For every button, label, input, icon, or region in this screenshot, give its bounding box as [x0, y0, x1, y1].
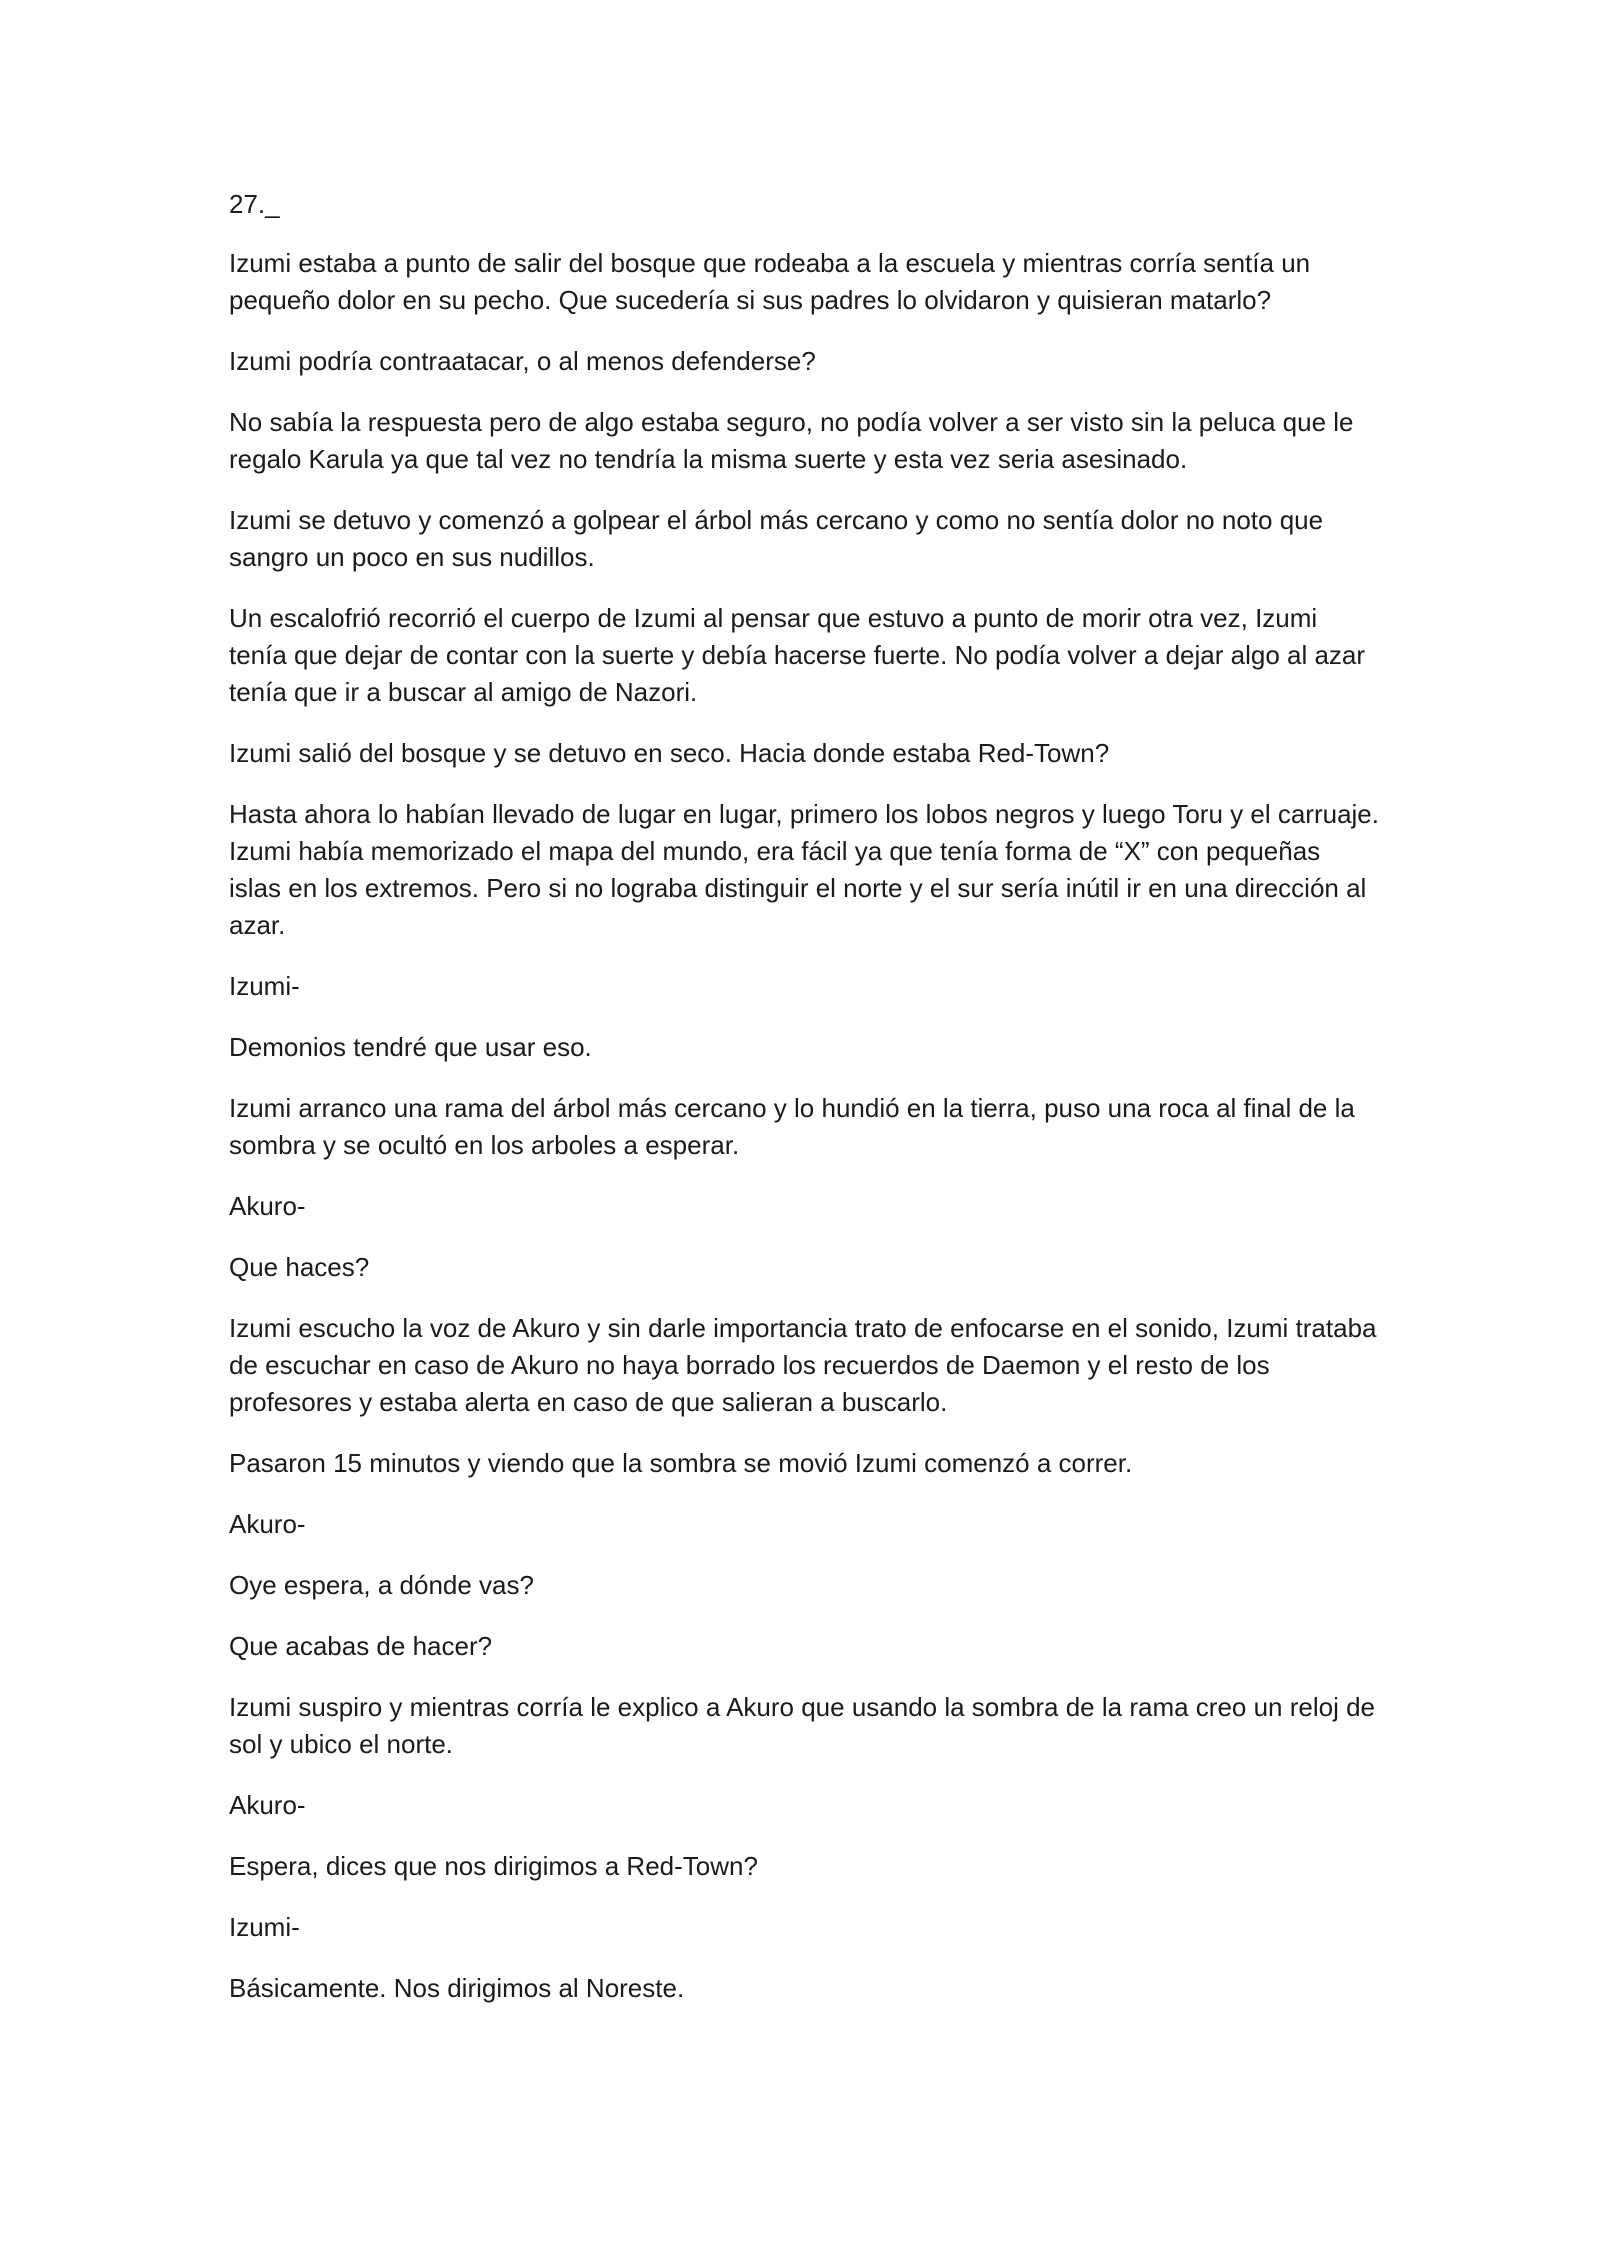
paragraph: Hasta ahora lo habían llevado de lugar en lugar, primero los lobos negros y luego Toru y el carruaje. Izumi había memorizado el mapa del mundo, era fácil ya que tenía forma de “X” con pequeñas islas en los extremos. Pero si no lograba distinguir el norte y el sur sería inútil ir en una dirección al azar.	[229, 799, 1379, 940]
document-body	[229, 186, 1379, 2031]
paragraph: Izumi suspiro y mientras corría le explico a Akuro que usando la sombra de la rama creo un reloj de sol y ubico el norte.	[229, 1692, 1376, 1759]
speaker-label: Izumi-	[229, 1912, 300, 1942]
paragraph: Izumi se detuvo y comenzó a golpear el árbol más cercano y como no sentía dolor no noto que sangro un poco en sus nudillos.	[229, 505, 1324, 572]
paragraph: Izumi salió del bosque y se detuvo en seco. Hacia donde estaba Red-Town?	[229, 738, 1110, 768]
dialogue-line: Básicamente. Nos dirigimos al Noreste.	[229, 1973, 685, 2003]
paragraph: Un escalofrió recorrió el cuerpo de Izumi al pensar que estuvo a punto de morir otra vez, Izumi tenía que dejar de contar con la suerte y debía hacerse fuerte. No podía volver a dejar algo al azar tenía que ir a buscar al amigo de Nazori.	[229, 603, 1366, 707]
dialogue-line: Demonios tendré que usar eso.	[229, 1032, 592, 1062]
paragraph: Pasaron 15 minutos y viendo que la sombra se movió Izumi comenzó a correr.	[229, 1448, 1133, 1478]
speaker-label: Akuro-	[229, 1509, 306, 1539]
paragraph: Izumi podría contraatacar, o al menos defenderse?	[229, 346, 816, 376]
speaker-label: Akuro-	[229, 1191, 306, 1221]
speaker-label: Akuro-	[229, 1790, 306, 1820]
paragraph: Izumi arranco una rama del árbol más cercano y lo hundió en la tierra, puso una roca al final de la sombra y se ocultó en los arboles a esperar.	[229, 1093, 1355, 1160]
paragraph: Izumi estaba a punto de salir del bosque que rodeaba a la escuela y mientras corría sentía un pequeño dolor en su pecho. Que sucedería si sus padres lo olvidaron y quisieran matarlo?	[229, 248, 1311, 315]
chapter-number: 27._	[229, 189, 280, 219]
paragraph: Izumi escucho la voz de Akuro y sin darle importancia trato de enfocarse en el sonido, Izumi trataba de escuchar en caso de Akuro no haya borrado los recuerdos de Daemon y el resto de los profesores y estaba alerta en caso de que salieran a buscarlo.	[229, 1313, 1377, 1417]
dialogue-line: Oye espera, a dónde vas?	[229, 1570, 534, 1600]
speaker-label: Izumi-	[229, 971, 300, 1001]
dialogue-line: Espera, dices que nos dirigimos a Red-Town?	[229, 1851, 758, 1881]
paragraph: No sabía la respuesta pero de algo estaba seguro, no podía volver a ser visto sin la peluca que le regalo Karula ya que tal vez no tendría la misma suerte y esta vez seria asesinado.	[229, 407, 1354, 474]
dialogue-line: Que acabas de hacer?	[229, 1631, 493, 1661]
dialogue-line: Que haces?	[229, 1252, 370, 1282]
